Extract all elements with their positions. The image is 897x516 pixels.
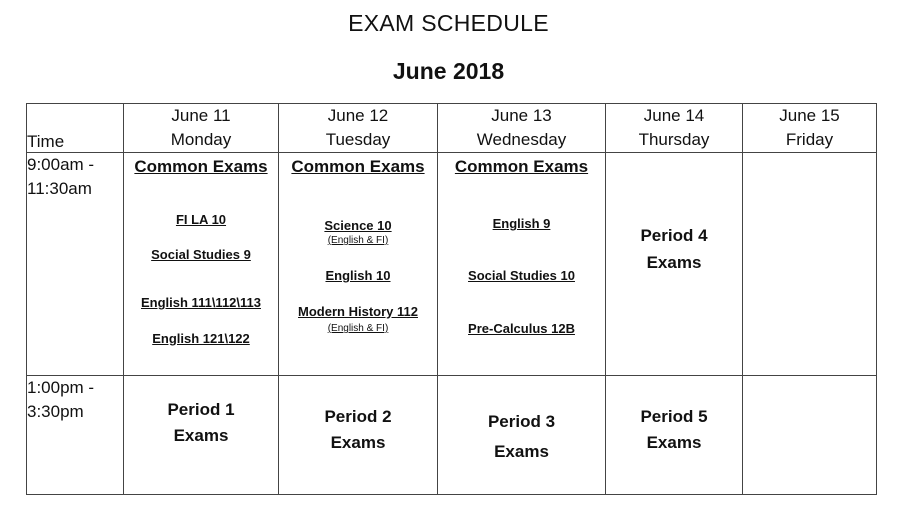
day-header-wednesday [438,104,606,153]
exam-entry: Pre-Calculus 12B [468,321,575,336]
day-header-thursday [606,104,743,153]
exam-note: (English & FI) [327,323,389,334]
thursday-morning-cell [606,153,743,376]
afternoon-time-cell [27,376,124,495]
tuesday-morning-cell [279,153,438,376]
day-header-tuesday [279,104,438,153]
day-header-friday [743,104,877,153]
period-line2: Exams [646,433,702,452]
period-line1: Period 3 [487,412,556,431]
exam-entry: Social Studies 10 [468,268,575,283]
day-weekday: Tuesday [325,130,391,149]
period-label [438,376,605,467]
exam-note: (English & FI) [327,235,389,246]
time-end: 11:30am [27,179,92,198]
exam-entry: English 10 [325,268,391,283]
morning-time-cell [27,153,124,376]
period-line2: Exams [494,442,549,461]
period-label [124,376,278,449]
day-date: June 11 [171,106,231,125]
period-line1: Period 5 [640,407,708,426]
time-start: 9:00am - [27,155,95,174]
day-header-monday [124,104,279,153]
morning-row [27,153,877,376]
exam-entry: English 111\112\113 [141,295,261,310]
period-line1: Period 2 [324,407,392,426]
afternoon-row [27,376,877,495]
friday-morning-cell [743,153,877,376]
period-label [606,376,742,456]
exam-entry: Modern History 112 [298,304,418,319]
day-date: June 14 [643,106,705,125]
common-exams-heading: Common Exams [134,157,268,176]
exam-entry: Social Studies 9 [151,247,251,262]
period-label [279,376,437,456]
period-line2: Exams [173,426,229,445]
thursday-afternoon-cell [606,376,743,495]
document-subtitle: June 2018 [392,58,505,84]
monday-afternoon-cell [124,376,279,495]
period-line1: Period 1 [167,400,235,419]
exam-entry: English 9 [492,216,551,231]
day-weekday: Friday [785,130,834,149]
period-line1: Period 4 [640,226,708,245]
common-exams-heading: Common Exams [291,157,425,176]
wednesday-afternoon-cell [438,376,606,495]
header-row [27,104,877,153]
common-exams-heading: Common Exams [454,157,589,176]
wednesday-morning-cell [438,153,606,376]
exam-entry: FI LA 10 [175,212,227,227]
period-label [606,153,742,276]
exam-entry: English 121\122 [152,331,250,346]
time-start: 1:00pm - [27,378,95,397]
day-weekday: Monday [170,130,232,149]
time-end: 3:30pm [27,402,84,421]
day-weekday: Thursday [638,130,710,149]
period-line2: Exams [646,253,702,272]
day-date: June 12 [327,106,389,125]
friday-afternoon-cell [743,376,877,495]
tuesday-afternoon-cell [279,376,438,495]
period-line2: Exams [330,433,386,452]
time-column-header: Time [27,104,124,153]
day-weekday: Wednesday [476,130,567,149]
monday-morning-cell [124,153,279,376]
exam-entry: Science 10 [324,218,392,233]
document-title: EXAM SCHEDULE [348,10,549,36]
exam-schedule-table [26,103,877,495]
day-date: June 13 [491,106,552,125]
day-date: June 15 [779,106,840,125]
